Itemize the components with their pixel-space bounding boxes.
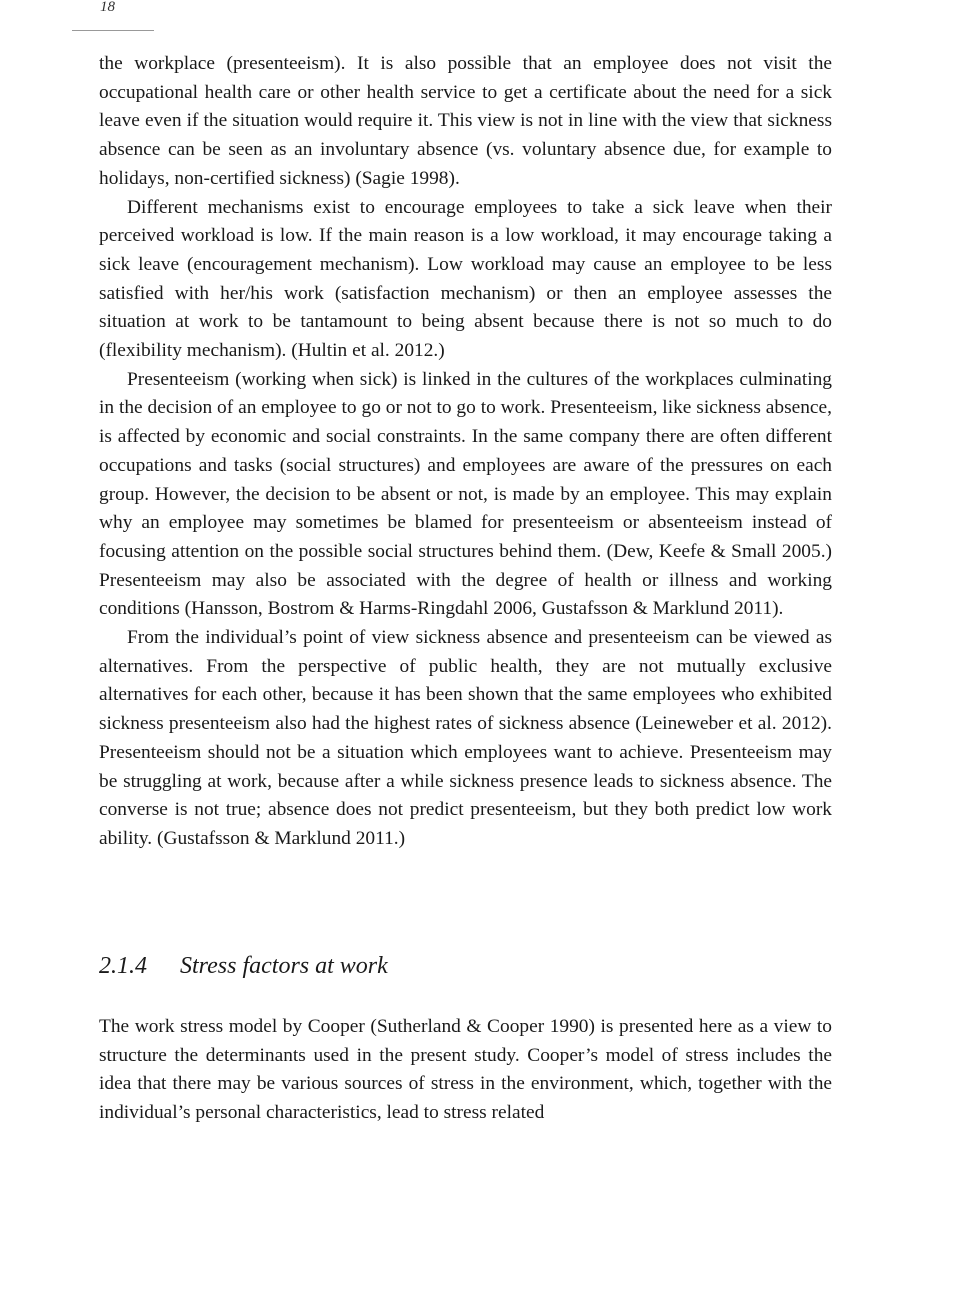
- header-rule: [72, 30, 154, 31]
- section-title: Stress factors at work: [180, 953, 388, 979]
- section-paragraph-1: The work stress model by Cooper (Sutherland & Cooper 1990) is presented here as a view to structure the determinants used in the present study. Cooper’s model of stress includes the idea that there may be various sources of stress in the environment, which, together with the individual’s personal characteristics, lead to stress related: [99, 1016, 832, 1124]
- paragraph-2: Different mechanisms exist to encourage employees to take a sick leave when their perceived workload is low. If the main reason is a low workload, it may encourage taking a sick leave (encouragement mechanism). Low workload may cause an employee to be less satisfied with her/his work (satisfaction mechanism) or then an employee assesses the situation at work to be tantamount to being absent because there is not so much to do (flexibility mechanism). (Hultin et al. 2012.): [99, 196, 832, 362]
- section-number: 2.1.4: [99, 953, 147, 979]
- paragraph-4: From the individual’s point of view sickness absence and presenteeism can be viewed as alternatives. From the perspective of public health, they are not mutually exclusive alternatives for each other, because it has been shown that the same employees who exhibited sickness presenteeism also had the highest rates of sickness absence (Leineweber et al. 2012). Presenteeism should not be a situation which employees want to achieve. Presenteeism may be struggling at work, because after a while sickness presence leads to sickness absence. The converse is not true; absence does not predict presenteeism, but they both predict low work ability. (Gustafsson & Marklund 2011.): [99, 627, 832, 849]
- paragraph-3: Presenteeism (working when sick) is linked in the cultures of the workplaces culminating in the decision of an employee to go or not to go to work. Presenteeism, like sickness absence, is affected by economic and social constraints. In the same company there are often different occupations and tasks (social structures) and employees are aware of the pressures on each group. However, the decision to be absent or not, is made by an employee. This may explain why an employee may sometimes be blamed for presenteeism or absenteeism instead of focusing attention on the possible social structures behind them. (Dew, Keefe & Small 2005.) Presenteeism may also be associated with the degree of health or illness and working conditions (Hansson, Bostrom & Harms-Ringdahl 2006, Gustafsson & Marklund 2011).: [99, 368, 832, 620]
- section-text: [99, 1013, 832, 1128]
- section-heading: [99, 953, 388, 980]
- page-number: 18: [100, 0, 115, 15]
- body-text: [99, 50, 832, 854]
- paragraph-1: the workplace (presenteeism). It is also possible that an employee does not visit the occupational health care or other health service to get a certificate about the need for a sick leave even if the situation would require it. This view is not in line with the view that sickness absence can be seen as an involuntary absence (vs. voluntary absence due, for example to holidays, non-certified sickness) (Sagie 1998).: [99, 53, 832, 189]
